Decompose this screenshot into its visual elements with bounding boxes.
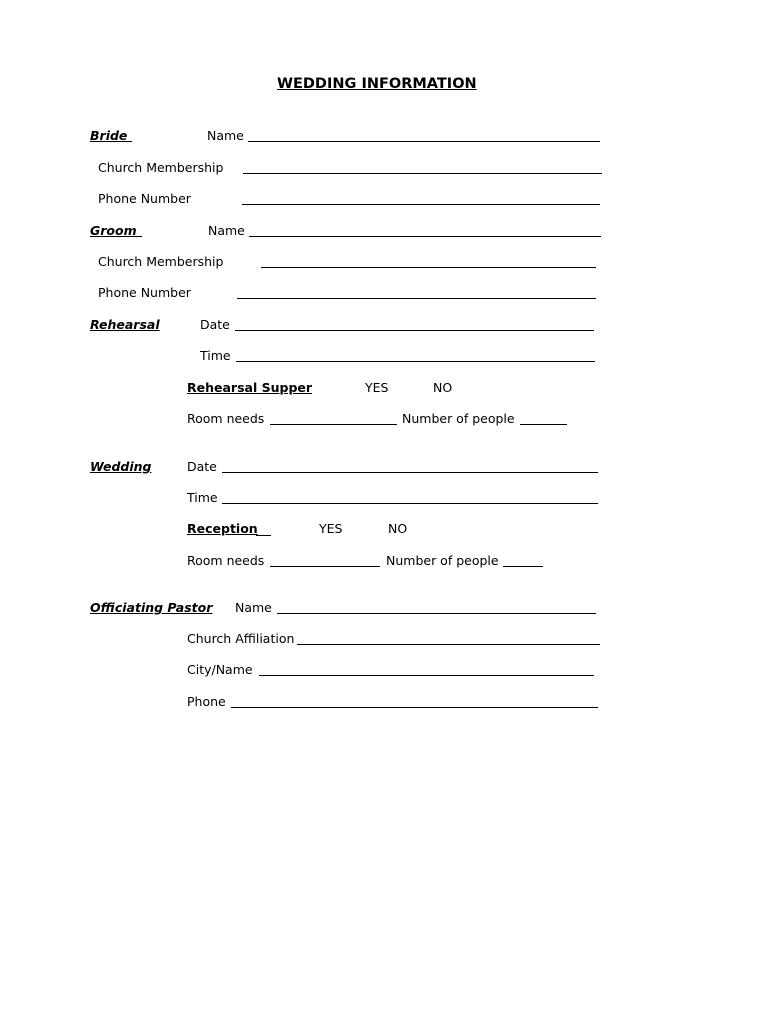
rehearsal-time-field[interactable] (236, 361, 595, 362)
groom-phone-field[interactable] (237, 298, 596, 299)
reception-yes-option[interactable]: YES (319, 521, 343, 536)
wedding-time-label: Time (187, 490, 218, 505)
rehearsal-people-field[interactable] (520, 424, 567, 425)
groom-church-field[interactable] (261, 267, 596, 268)
pastor-name-field[interactable] (277, 613, 596, 614)
pastor-affiliation-label: Church Affiliation (187, 631, 295, 646)
pastor-name-label: Name (235, 600, 272, 615)
wedding-date-label: Date (187, 459, 217, 474)
rehearsal-room-field[interactable] (270, 424, 397, 425)
pastor-city-field[interactable] (259, 675, 594, 676)
groom-name-label: Name (208, 223, 245, 238)
bride-phone-label: Phone Number (98, 191, 191, 206)
section-heading-wedding: Wedding (90, 459, 152, 474)
wedding-people-field[interactable] (503, 566, 543, 567)
rehearsal-date-field[interactable] (235, 330, 594, 331)
pastor-affiliation-field[interactable] (297, 644, 600, 645)
wedding-date-field[interactable] (222, 472, 598, 473)
pastor-city-label: City/Name (187, 662, 253, 677)
bride-church-label: Church Membership (98, 160, 224, 175)
rehearsal-people-label: Number of people (402, 411, 515, 426)
wedding-room-field[interactable] (270, 566, 380, 567)
pastor-phone-field[interactable] (231, 707, 598, 708)
rehearsal-time-label: Time (200, 348, 231, 363)
bride-name-field[interactable] (248, 141, 600, 142)
rehearsal-supper-no-option[interactable]: NO (433, 380, 453, 395)
rehearsal-date-label: Date (200, 317, 230, 332)
wedding-room-label: Room needs (187, 553, 265, 568)
groom-church-label: Church Membership (98, 254, 224, 269)
reception-no-option[interactable]: NO (388, 521, 408, 536)
section-heading-bride: Bride (90, 128, 128, 143)
groom-phone-label: Phone Number (98, 285, 191, 300)
bride-name-label: Name (207, 128, 244, 143)
heading-underline (114, 141, 132, 142)
reception-label: Reception (187, 521, 258, 536)
pastor-phone-label: Phone (187, 694, 226, 709)
section-heading-pastor: Officiating Pastor (90, 600, 213, 615)
groom-name-field[interactable] (249, 236, 601, 237)
wedding-time-field[interactable] (222, 503, 598, 504)
section-heading-rehearsal: Rehearsal (90, 317, 160, 332)
rehearsal-supper-yes-option[interactable]: YES (365, 380, 389, 395)
heading-underline (124, 236, 142, 237)
heading-underline (256, 535, 271, 536)
bride-church-field[interactable] (243, 173, 602, 174)
section-heading-groom: Groom (90, 223, 137, 238)
rehearsal-room-label: Room needs (187, 411, 265, 426)
page-title: WEDDING INFORMATION (277, 76, 477, 92)
rehearsal-supper-label: Rehearsal Supper (187, 380, 313, 395)
wedding-people-label: Number of people (386, 553, 499, 568)
bride-phone-field[interactable] (242, 204, 600, 205)
